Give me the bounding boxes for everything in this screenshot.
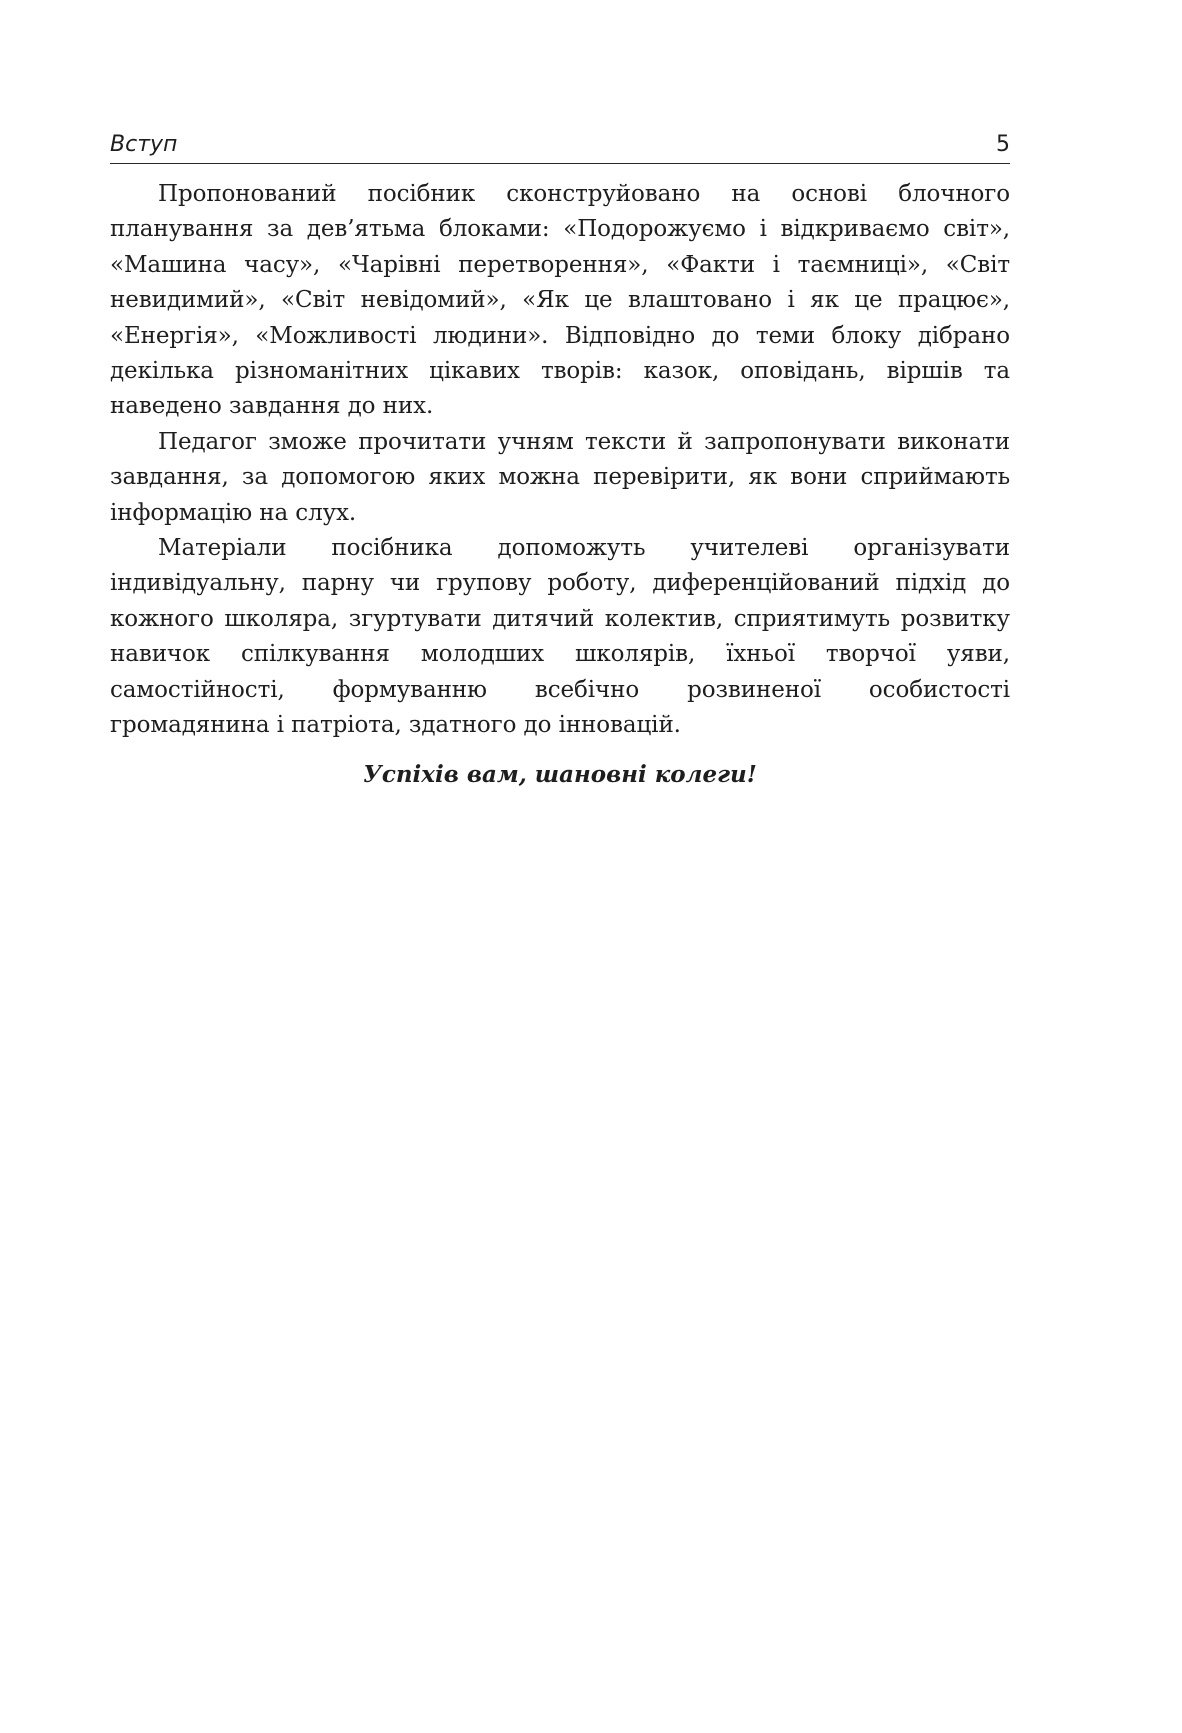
paragraph-materials: Матеріали посібника допоможуть учителеві організувати індивідуальну, парну чи групову роботу, диференційований підхід до кожного школяра, згуртувати дитячий колектив, сприятимуть розвитку навичок спілкування молодших школярів, їхньої творчої уяви, самостійності, формуванню всебічно розвиненої особистості громадянина і патріота, здатного до інновацій. [110, 535, 1010, 739]
page [110, 128, 1010, 792]
running-head [110, 128, 1010, 164]
paragraph-teacher: Педагог зможе прочитати учням тексти й запропонувати виконати завдання, за допомогою яких можна перевірити, як вони сприймають інформацію на слух. [110, 428, 1010, 526]
paragraph-blocks: Пропонований посібник сконструйовано на основі блочного планування за дев’ятьма блоками: «Подорожуємо і відкриваємо світ», «Машина часу», «Чарівні перетворення», «Факти і таємниці», «Світ невидимий», «Світ невідомий», «Як це влаштовано і як це працює», «Енергія», «Можливості людини». Відповідно до теми блоку дібрано декілька різноманітних цікавих творів: казок, оповідань, віршів та наведено завдання до них. [110, 181, 1010, 420]
section-title: Вступ [110, 132, 178, 157]
page-number: 5 [996, 132, 1010, 157]
body-text [110, 177, 1010, 744]
closing-wish: Успіхів вам, шановні колеги! [363, 760, 757, 788]
